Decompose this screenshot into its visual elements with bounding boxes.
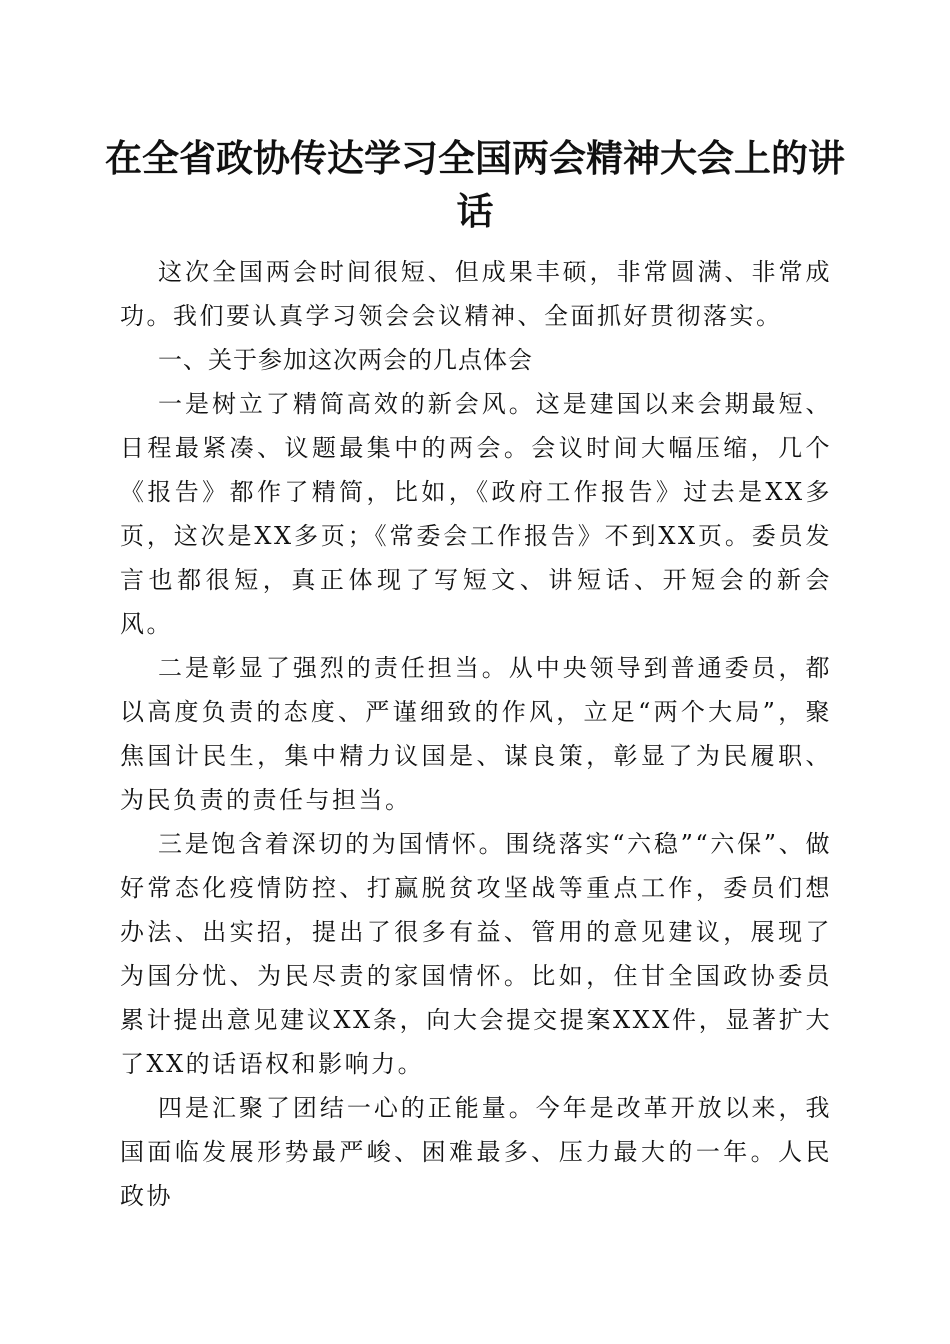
point-lead-4: 四是汇聚了团结一心的正能量。 xyxy=(158,1094,536,1122)
point-paragraph-4 xyxy=(120,1086,832,1218)
point-text-3: 围绕落实“六稳”“六保”、做好常态化疫情防控、打赢脱贫攻坚战等重点工作，委员们想办法、出实招，提出了很多有益、管用的意见建议，展现了为国分忧、为民尽责的家国情怀。比如，住甘全国政协委员累计提出意见建议XX条，向大会提交提案XXX件，显著扩大了XX的话语权和影响力。 xyxy=(120,830,833,1078)
document-body xyxy=(120,250,832,1218)
document-title: 在全省政协传达学习全国两会精神大会上的讲话 xyxy=(105,136,845,233)
point-lead-2: 二是彰显了强烈的责任担当。 xyxy=(158,654,509,682)
point-paragraph-1 xyxy=(120,382,832,646)
point-lead-1: 一是树立了精简高效的新会风。 xyxy=(158,390,536,418)
point-text-2: 从中央领导到普通委员，都以高度负责的态度、严谨细致的作风，立足“两个大局”，聚焦国计民生，集中精力议国是、谋良策，彰显了为民履职、为民负责的责任与担当。 xyxy=(120,654,833,814)
point-paragraph-2 xyxy=(120,646,832,822)
point-paragraph-3 xyxy=(120,822,832,1086)
point-text-4: 今年是改革开放以来，我国面临发展形势最严峻、困难最多、压力最大的一年。人民政协 xyxy=(120,1094,833,1210)
point-lead-3: 三是饱含着深切的为国情怀。 xyxy=(158,830,506,858)
section-heading: 一、关于参加这次两会的几点体会 xyxy=(158,346,533,374)
point-text-1: 这是建国以来会期最短、日程最紧凑、议题最集中的两会。会议时间大幅压缩，几个《报告》都作了精简，比如，《政府工作报告》过去是XX多页，这次是XX多页；《常委会工作报告》不到XX页。委员发言也都很短，真正体现了写短文、讲短话、开短会的新会风。 xyxy=(120,390,833,638)
intro-paragraph: 这次全国两会时间很短、但成果丰硕，非常圆满、非常成功。我们要认真学习领会会议精神、全面抓好贯彻落实。 xyxy=(120,258,832,330)
